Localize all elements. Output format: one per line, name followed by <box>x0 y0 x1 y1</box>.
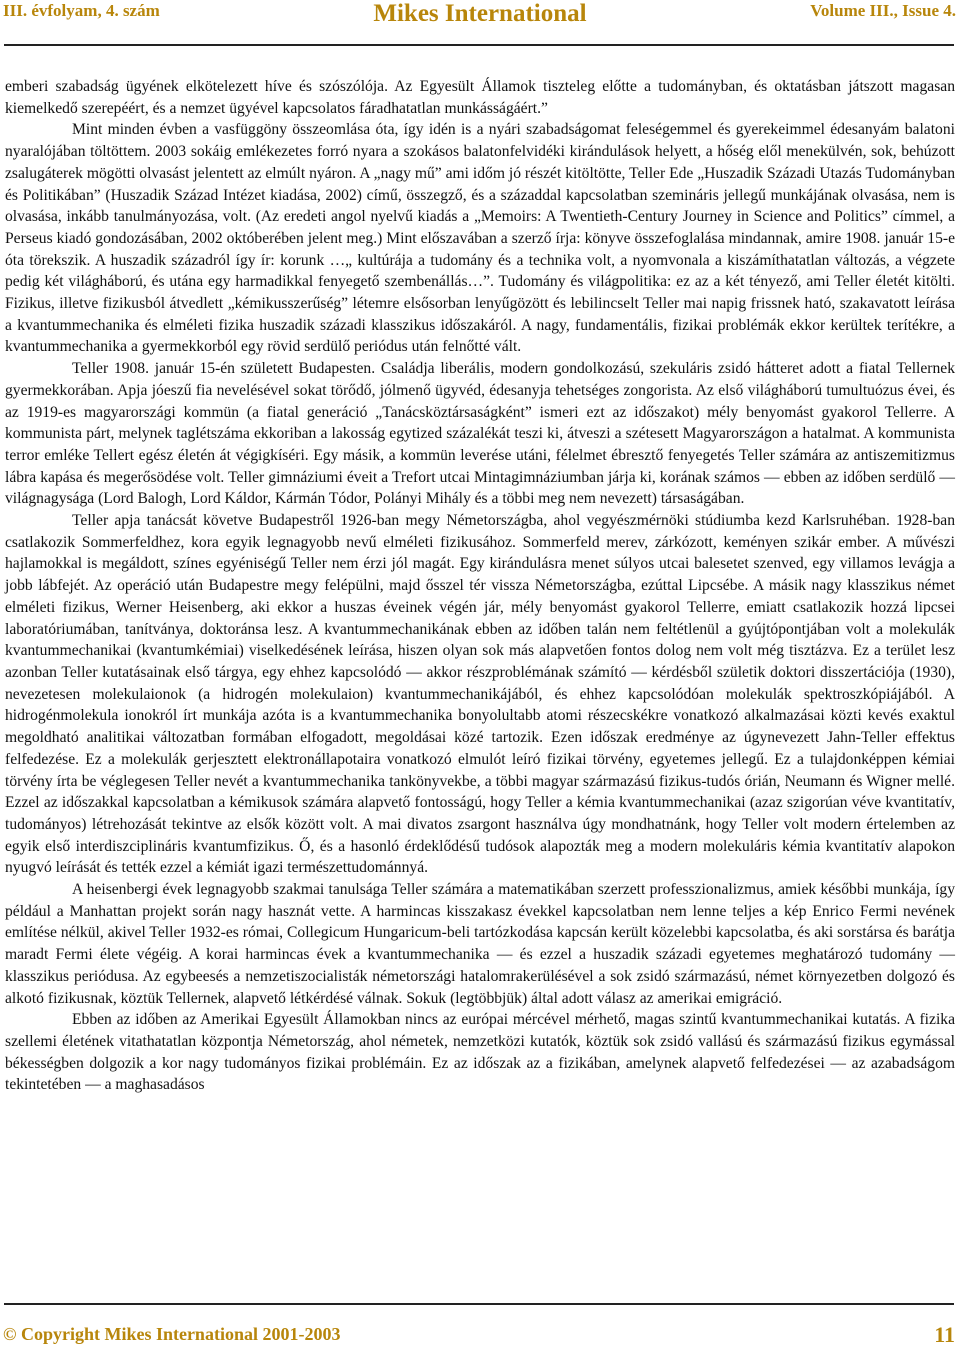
page-number: 11 <box>934 1322 955 1347</box>
journal-title: Mikes International <box>373 0 587 27</box>
paragraph-3: Teller 1908. január 15-én született Budapesten. Családja liberális, modern gondolkozású, szekuláris zsidó hátteret adott a fiatal Tellernek gyermekkorában. Apja jóeszű fia nevelésével sokat törődő, jólmenő ügyvéd, édesanyja tehetséges zongorista. Az első világháború tumultuózus évei, és az 1919-es magyarországi kommün (a fiatal generáció „Tanácsköztársaságként” ismeri ezt az időszakot) mély benyomást gyakorol Tellerre. A kommunista párt, melynek taglétszáma ekkoriban a lakosság egytized százalékát teszi ki, átveszi a szétesett Magyarországon a hatalmat. A kommunista terror emléke Tellert egész életén át végigkíséri. Egy másik, a kommün leverése utáni, félelmet ébresztő fenyegetés Teller számára az antiszemitizmus lábra kapása és megerősödése volt. Teller gimnáziumi éveit a Trefort utcai Mintagimnáziumban járja ki, korának számos — ebben az időben serdülő — világnagysága (Lord Balogh, Lord Káldor, Kármán Tódor, Polányi Mihály és a többi meg nem nevezett) társaságában. <box>5 360 955 508</box>
volume-issue-english: Volume III., Issue 4. <box>810 1 956 20</box>
paragraph-2: Mint minden évben a vasfüggöny összeomlása óta, így idén is a nyári szabadságomat feleségemmel és gyerekeimmel édesanyám balatoni nyaralójában töltöttem. 2003 sokáig emlékezetes forró nyara a szokásos balatonfelvidéki kirándulások helyett, a hőség elől menekülvén, sok, behúzott zsalugáterek mögötti olvasást jelentett az elmúlt nyáron. A „nagy mű” ami időm jó részét kitöltötte, Teller Ede „Huszadik Századi Utazás Tudományban és Politikában” (Huszadik Század Intézet kiadása, 2002) című, összegző, és a századdal kapcsolatban szemináris jellegű munkájának olvasása, nem is olvasása, inkább tanulmányozása, volt. (Az eredeti angol nyelvű kiadás a „Memoirs: A Twentieth-Century Journey in Science and Politics” címmel, a Perseus kiadó gondozásában, 2002 októberében jelent meg.) Mint előszavában a szerző írja: könyve összefoglalása mindannak, amire 1908. január 15-e óta törekszik. A huszadik századról így ír: korunk …„ kultúrája a tudomány és a technika volt, a nyomvonala a kiszámíthatatlan változás, a végzete pedig két világháború, és utána egy harmadikkal fenyegető szembenállás…”. Tudomány és világpolitika: ez az a két tényező, ami Teller életét kitölti. Fizikus, illetve fizikusból átvedlett „kémikusszerűség” létemre elsősorban lenyűgözött és lebilincselt Teller mai napig frissnek ható, szakavatott leírása a kvantummechanika és elméleti fizika huszadik századi klasszikus időszakáról. A nagy, fundamentális, fizikai problémák ekkor kerültek terítékre, a kvantummechanika a gyermekkorból egy rövid serdülő periódus után felnőtté vált. <box>5 121 955 356</box>
paragraph-6: Ebben az időben az Amerikai Egyesült Államokban nincs az európai mércével mérhető, magas szintű kvantummechanikai kutatás. A fizika szellemi életének vitathatatlan központja Németország, ahol németek, nemzetközi kutatók, köztük sok zsidó vallású és származású fizikus egymással békességben dolgozik a kor nagy tudományos fizikai problémáin. Ez az időszak az a fizikában, amelynek alapvető felfedezései — az azabadságom tekintetében — a maghasadásos <box>5 1011 955 1094</box>
article-body <box>5 76 955 1096</box>
copyright-notice: © Copyright Mikes International 2001-2003 <box>3 1324 341 1344</box>
paragraph-1: emberi szabadság ügyének elkötelezett híve és szószólója. Az Egyesült Államok tiszteleg előtte a tudományban, és oktatásban játszott magasan kiemelkedő szerepéért, és a nemzet ügyével kapcsolatos fáradhatatlan munkásságáért.” <box>5 78 955 117</box>
paragraph-4: Teller apja tanácsát követve Budapestről 1926-ban megy Németországba, ahol vegyészmérnöki stúdiumba kezd Karlsruhéban. 1928-ban csatlakozik Sommerfeldhez, kora egyik legnagyobb nevű elméleti fizikusához. Sommerfeld merev, zárkózott, keményen szikár ember. A művészi hajlamokkal is megáldott, színes egyéniségű Teller nem érzi jól magát. Egy kirándulásra menet súlyos utcai balesetet szenved, egy villamos levágja a jobb lábfejét. Az operáció után Budapestre megy felépülni, majd ősszel tér vissza Németországba, ezúttal Lipcsébe. A másik nagy klasszikus német elméleti fizikus, Werner Heisenberg, aki ekkor a huszas éveinek végén jár, mély benyomást gyakorol Tellerre, emiatt csatlakozik hozzá lipcsei laboratóriumában, tanítványa, doktoránsa lesz. A kvantummechanikának ebben az időben talán nem feltétlenül a gyújtópontjában volt a molekulák kvantummechanikai (kvantumkémiai) viselkedésének leírása, hiszen olyan sok más alapvetően fontos dolog nem volt még tisztázva. Ez a terület lesz azonban Teller kutatásainak első tárgya, egy ehhez kapcsolódó — akkor részproblémának számító — kérdésből születik doktori disszertációja (1930), nevezetesen molekulaionok (a hidrogén molekulaion) kvantummechanikájából, és ehhez kapcsolódóan molekulák spektroszkópiájából. A hidrogénmolekula ionokról írt munkája azóta is a kvantummechanika bonyolultabb atomi részecskékre vonatkozó alkalmazásai közti kevés exaktul megoldható analitikai változatban formában elfogadott, megoldásai közé tartozik. Ezen időszak eredménye az úgynevezett Jahn-Teller effektus felfedezése. Ez a molekulák gerjesztett elektronállapotaira vonatkozó elmulót leíró fizikai törvény, egyetemes jellegű. Ez a tulajdonképpen kémiai törvény írta be véglegesen Teller nevét a kvantummechanika tankönyvekbe, a többi magyar származású fizikus-tudós órián, Neumann és Wigner mellé. Ezzel az időszakkal kapcsolatban a kémikusok számára alapvető fontosságú, hogy Teller a kémia kvantummechanikai (azaz szigorúan véve kvantitatív, tudományos) létrehozását tekintve az elsők között volt. A mai divatos zsargont használva úgy mondhatnánk, hogy Teller volt modern értelemben az egyik első interdiszciplináris kvantumfizikus. Ő, és a hasonló érdeklődésű tudósok alapozták meg a modern molekuláris kémia kvantitatív alapokon nyugvó leírását és tették ezzel a kémiát igazi természettudománnyá. <box>5 512 955 877</box>
paragraph-5: A heisenbergi évek legnagyobb szakmai tanulsága Teller számára a matematikában szerzett professzionalizmus, amiek későbbi munkája, így például a Manhattan projekt során nagy hasznát vette. A harmincas kisszakasz évekkel kapcsolatban nem lenne teljes a kép Enrico Fermi nevének említése nélkül, akivel Teller 1932-es római, Collegicum Hungaricum-beli tartózkodása kapcsán került közelebbi kapcsolatba, és aki sorstársa és barátja maradt Fermi élete végéig. A korai harmincas évek a kvantummechanika — és ezzel a huszadik századi egyetemes meghatározó tudomány — klasszikus periódusa. Az egybeesés a nemzetiszocialisták németországi hatalomrakerülésével a sok zsidó származású, német környezetben dolgozó és alkotó fizikusnak, köztük Tellernek, alapvető létkérdésé válnak. Sokuk (legtöbbjük) által adott válasz az amerikai emigráció. <box>5 881 955 1007</box>
footer-divider <box>4 1303 954 1305</box>
volume-issue-hungarian: III. évfolyam, 4. szám <box>3 1 160 20</box>
header-divider <box>4 44 954 46</box>
page-header <box>0 0 960 40</box>
